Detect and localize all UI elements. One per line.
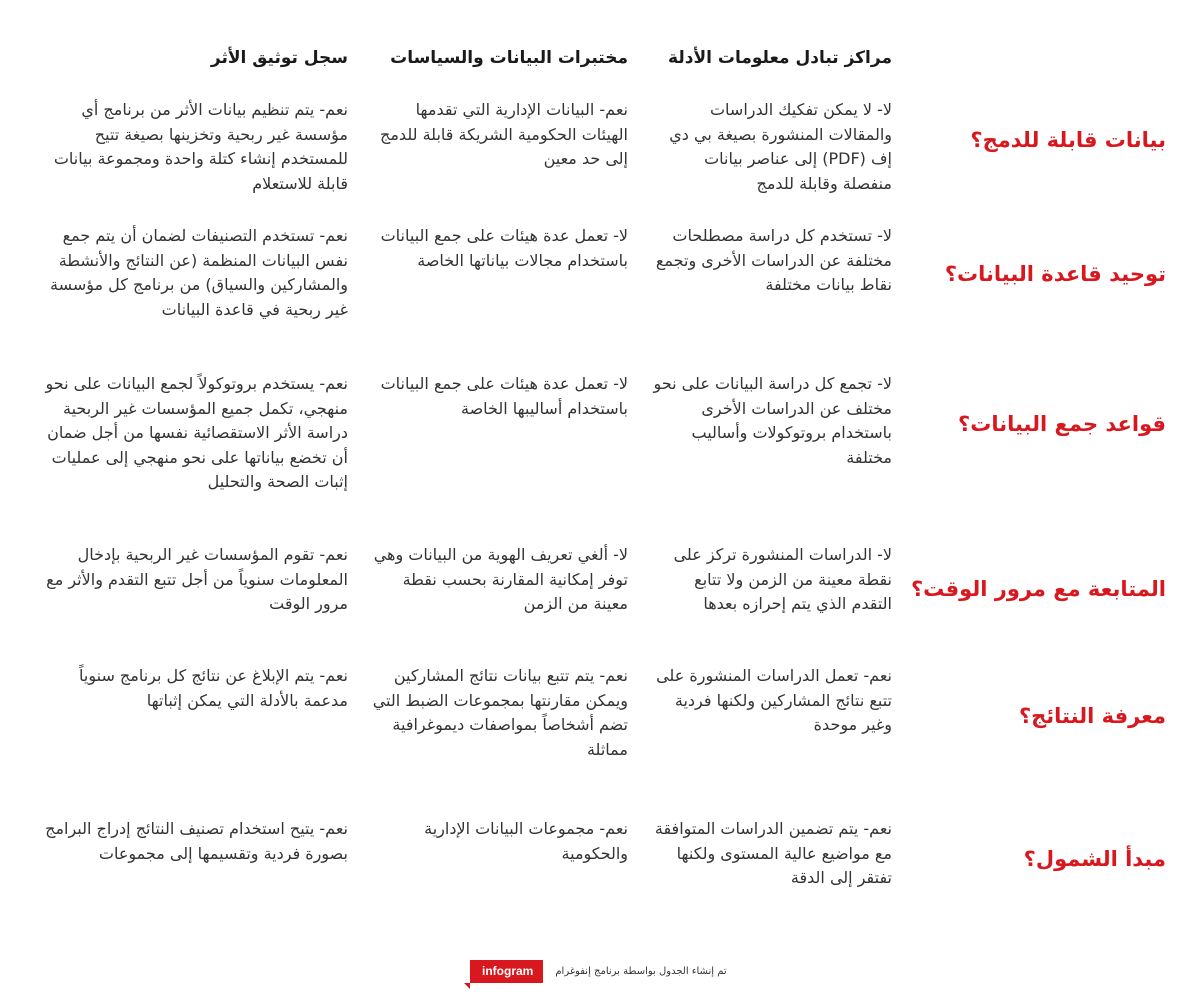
table-cell: لا- تعمل عدة هيئات على جمع البيانات باستخدام مجالات بياناتها الخاصة bbox=[380, 226, 628, 270]
infogram-logo[interactable]: infogram bbox=[470, 960, 543, 983]
table-cell: لا- تجمع كل دراسة البيانات على نحو مختلف عن الدراسات الأخرى باستخدام بروتوكولات وأساليب مختلفة bbox=[653, 374, 892, 467]
table-cell: نعم- يتم تتبع بيانات نتائج المشاركين ويمكن مقارنتها بمجموعات الضبط التي تضم أشخاصاً بمواصفات ديموغرافية مماثلة bbox=[372, 666, 628, 759]
row-label-combinable-data: بيانات قابلة للدمج؟ bbox=[970, 128, 1166, 152]
row-label-knowing-outcomes: معرفة النتائج؟ bbox=[1018, 704, 1166, 728]
table-cell: نعم- يتيح استخدام تصنيف النتائج إدراج البرامج بصورة فردية وتقسيمها إلى مجموعات bbox=[45, 819, 348, 863]
table-cell: لا- الدراسات المنشورة تركز على نقطة معينة من الزمن ولا تتابع التقدم الذي يتم إحرازه بعدها bbox=[673, 545, 892, 613]
table-cell: نعم- يتم تنظيم بيانات الأثر من برنامج أي مؤسسة غير ربحية وتخزينها بصيغة تتيح للمستخدم إنشاء كتلة واحدة ومجموعة بيانات قابلة للاستعلام bbox=[53, 100, 348, 193]
row-label-data-collection-rules: قواعد جمع البيانات؟ bbox=[958, 412, 1166, 436]
column-header-impact-registry: سجل توثيق الأثر bbox=[210, 48, 348, 68]
table-cell: لا- لا يمكن تفكيك الدراسات والمقالات المنشورة بصيغة بي دي إف (PDF) إلى عناصر بيانات منفصلة وقابلة للدمج bbox=[669, 100, 892, 193]
row-label-database-standardization: توحيد قاعدة البيانات؟ bbox=[944, 262, 1166, 286]
infogram-footer[interactable] bbox=[470, 958, 727, 984]
table-cell: لا- تستخدم كل دراسة مصطلحات مختلفة عن الدراسات الأخرى وتجمع نقاط بيانات مختلفة bbox=[655, 226, 892, 294]
column-header-evidence-clearinghouses: مراكز تبادل معلومات الأدلة bbox=[668, 48, 892, 68]
table-cell: نعم- مجموعات البيانات الإدارية والحكومية bbox=[424, 819, 628, 863]
table-cell: لا- تعمل عدة هيئات على جمع البيانات باستخدام أساليبها الخاصة bbox=[380, 374, 628, 418]
infogram-credit: تم إنشاء الجدول بواسطة برنامج إنفوغرام bbox=[555, 965, 727, 977]
table-cell: نعم- تقوم المؤسسات غير الربحية بإدخال المعلومات سنوياً من أجل تتبع التقدم والأثر مع مرور الوقت bbox=[46, 545, 348, 613]
row-label-inclusion-principle: مبدأ الشمول؟ bbox=[1023, 847, 1166, 871]
table-cell: نعم- يتم الإبلاغ عن نتائج كل برنامج سنوياً مدعمة بالأدلة التي يمكن إثباتها bbox=[79, 666, 348, 710]
table-cell: نعم- تعمل الدراسات المنشورة على تتبع نتائج المشاركين ولكنها فردية وغير موحدة bbox=[656, 666, 892, 734]
table-cell: نعم- البيانات الإدارية التي تقدمها الهيئات الحكومية الشريكة قابلة للدمج إلى حد معين bbox=[380, 100, 628, 168]
table-cell: نعم- يستخدم بروتوكولاً لجمع البيانات على نحو منهجي، تكمل جميع المؤسسات غير الربحية دراسة الأثر الاستقصائية نفسها من أجل ضمان أن تخضع بياناتها على نحو منهجي إلى عمليات إثبات الصحة والتحليل bbox=[45, 374, 348, 491]
table-cell: نعم- تستخدم التصنيفات لضمان أن يتم جمع نفس البيانات المنظمة (عن النتائج والأنشطة والمشاركين والسياق) من برنامج كل مؤسسة غير ربحية في قاعدة البيانات bbox=[50, 226, 348, 319]
table-cell: لا- ألغي تعريف الهوية من البيانات وهي توفر إمكانية المقارنة بحسب نقطة معينة من الزمن bbox=[373, 545, 628, 613]
row-label-follow-up-over-time: المتابعة مع مرور الوقت؟ bbox=[911, 577, 1166, 601]
column-header-data-policy-labs: مختبرات البيانات والسياسات bbox=[390, 48, 628, 68]
table-cell: نعم- يتم تضمين الدراسات المتوافقة مع مواضيع عالية المستوى ولكنها تفتقر إلى الدقة bbox=[654, 819, 892, 887]
